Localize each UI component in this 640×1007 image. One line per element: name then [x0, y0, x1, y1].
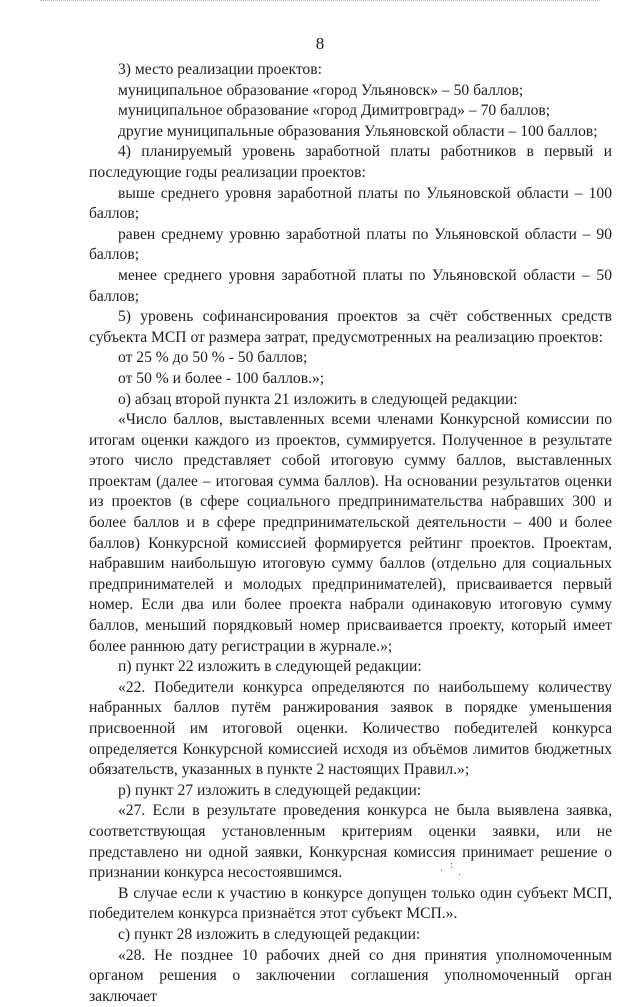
paragraph: менее среднего уровня заработной платы по Ульяновской области – 50 баллов; — [89, 266, 612, 305]
paragraph: п) пункт 22 изложить в следующей редакции: — [118, 658, 422, 676]
paragraph: другие муниципальные образования Ульяновской области – 100 баллов; — [118, 122, 598, 140]
scan-artifact-top — [40, 0, 600, 3]
paragraph: 4) планируемый уровень заработной платы работников в первый и последующие годы реализации проектов: — [89, 143, 612, 181]
paragraph: р) пункт 27 изложить в следующей редакции: — [118, 781, 422, 799]
page-number: 8 — [315, 34, 325, 53]
paragraph: с) пункт 28 изложить в следующей редакции: — [118, 925, 421, 943]
paragraph: «22. Победители конкурса определяются по наибольшему количеству набранных баллов путём ранжирования заявок в порядке уменьшения присвоенной им итоговой оценки. Количество победителей конкурса определяется Конкурсной комиссией исходя из объёмов лимитов бюджетных обязательств, указанных в пункте 2 настоящих Правил.»; — [89, 678, 612, 779]
paragraph: от 25 % до 50 % - 50 баллов; — [118, 349, 308, 367]
scan-speck: · — [440, 866, 444, 877]
paragraph: выше среднего уровня заработной платы по Ульяновской области – 100 баллов; — [89, 184, 612, 223]
scan-speck: · — [458, 870, 462, 881]
paragraph: «28. Не позднее 10 рабочих дней со дня принятия уполномоченным органом решения о заключении соглашения уполномоченный орган заключает — [89, 946, 612, 1005]
paragraph: «Число баллов, выставленных всеми членами Конкурсной комиссии по итогам оценки каждого из проектов, суммируется. Полученное в результате этого число представляет собой итоговую сумму баллов, выставленных проектам (далее – итоговая сумма баллов). На основании результатов оценки из проектов (в сфере социального предпринимательства набравших 300 и более баллов и в сфере предпринимательской деятельности – 400 и более баллов) Конкурсной комиссией формируется рейтинг проектов. Проектам, набравшим наибольшую итоговую сумму баллов (отдельно для социальных предпринимателей и молодых предпринимателей), присваивается первый номер. Если два или более проекта набрали одинаковую итоговую сумму баллов, меньший порядковый номер присваивается проекту, который имеет более раннюю дату регистрации в журнале.»; — [89, 411, 612, 655]
paragraph: от 50 % и более - 100 баллов.»; — [118, 369, 325, 387]
paragraph: 3) место реализации проектов: — [118, 61, 322, 78]
paragraph: 5) уровень софинансирования проектов за счёт собственных средств субъекта МСП от размера затрат, предусмотренных на реализацию проектов: — [89, 308, 612, 346]
paragraph: В случае если к участию в конкурсе допущен только один субъект МСП, победителем конкурса признаётся этот субъект МСП.». — [89, 884, 612, 923]
document-body — [89, 60, 612, 1007]
paragraph: о) абзац второй пункта 21 изложить в следующей редакции: — [118, 390, 518, 408]
paragraph: муниципальное образование «город Димитровград» – 70 баллов; — [118, 102, 551, 120]
scan-speck: : — [450, 860, 454, 871]
paragraph: равен среднему уровню заработной платы по Ульяновской области – 90 баллов; — [89, 225, 612, 264]
paragraph: муниципальное образование «город Ульяновск» – 50 баллов; — [118, 81, 524, 99]
paragraph: «27. Если в результате проведения конкурса не была выявлена заявка, соответствующая установленным критериям оценки заявки, или не представлено ни одной заявки, Конкурсная комиссия принимает решение о признании конкурса несостоявшимся. — [89, 802, 612, 882]
